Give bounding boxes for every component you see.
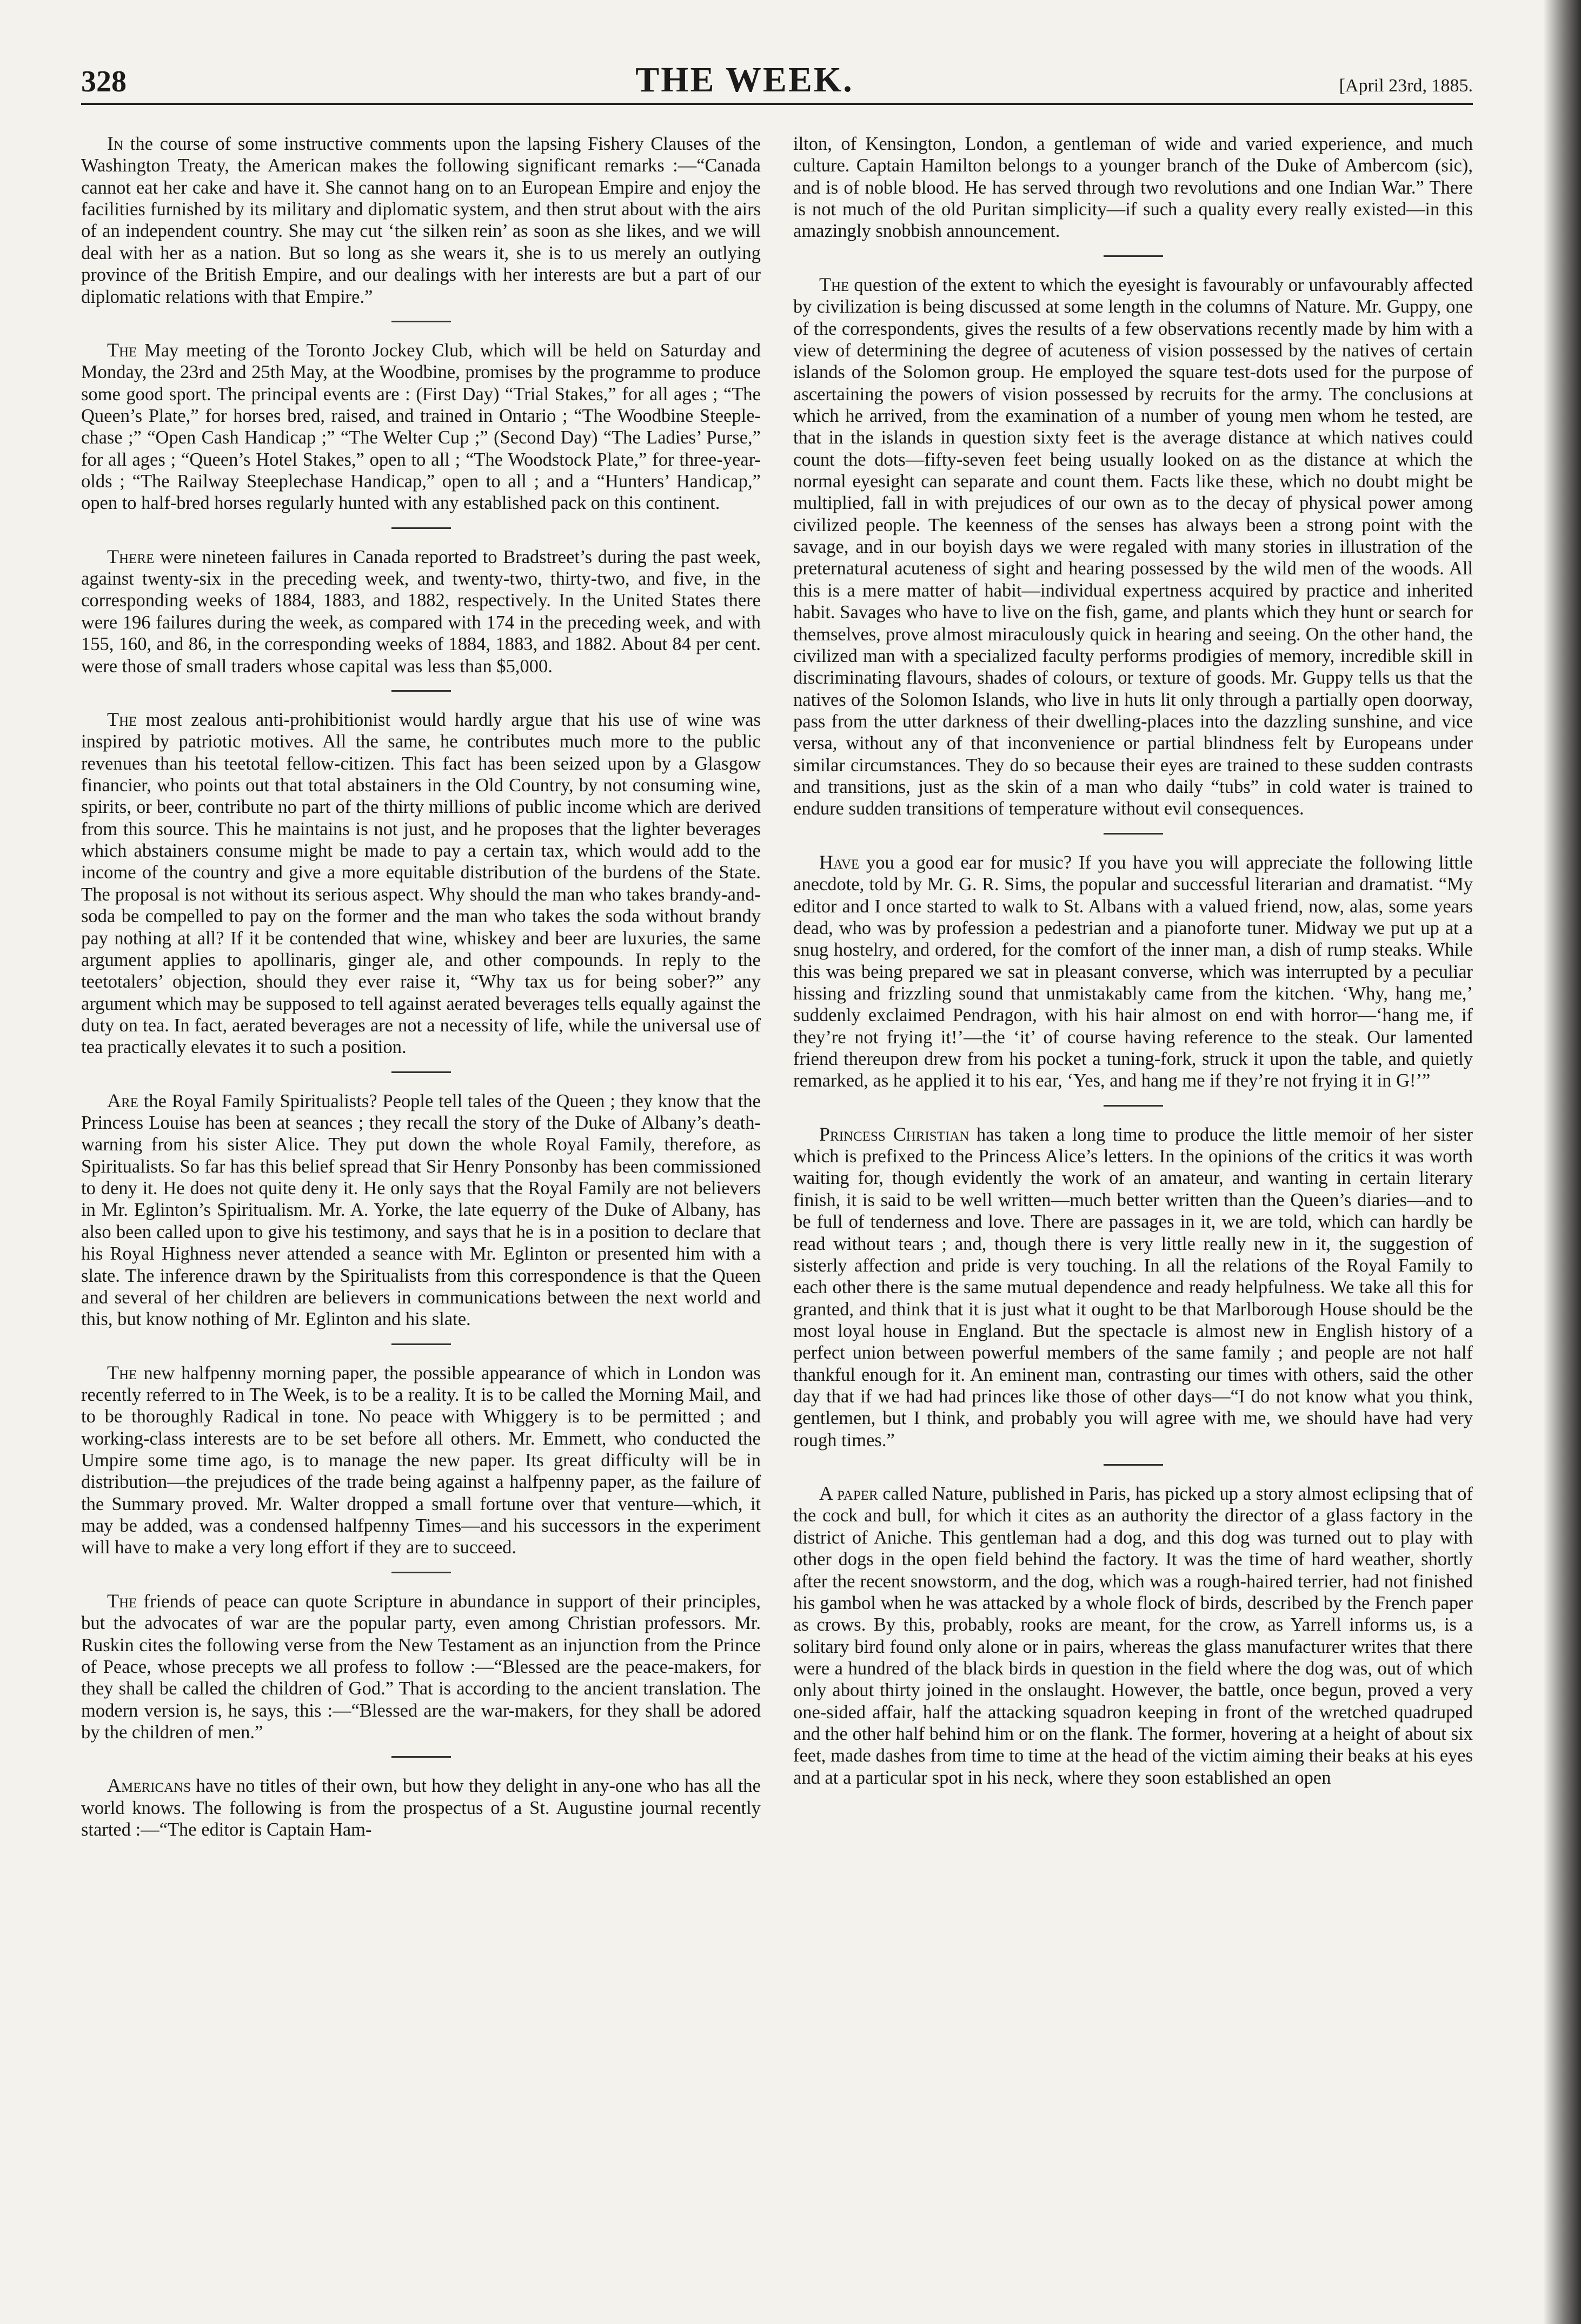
article-americans: Americans have no titles of their own, but how they delight in any-one who has all the world knows. The following is from the prospectus of a St. Augustine journal recently started :—“The editor is Captain Ham- [81,1775,761,1840]
section-divider [391,1572,451,1573]
issue-date: [April 23rd, 1885. [1339,76,1473,96]
section-divider [1104,1464,1163,1466]
section-divider [391,1071,451,1073]
article-prohibition: The most zealous anti-prohibitionist would hardly argue that his use of wine was inspired by patriotic motives. All the same, he contributes much more to the public revenues than his teetotal fellow-citizen. This fact has been seized upon by a Glasgow financier, who points out that total abstainers in the Old Country, by not consuming wine, spirits, or beer, contribute no part of the thirty millions of public income which are derived from this source. This he maintains is not just, and he proposes that the lighter beverages which abstainers consume might be made to pay a certain tax, which would add to the income of the country and give a more equitable distribution of the burdens of the State. The proposal is not without its serious aspect. Why should the man who takes brandy-and-soda be compelled to pay on the former and the man who takes the soda without brandy pay nothing at all? If it be contended that wine, whiskey and beer are luxuries, the same argument applies to apollinaris, ginger ale, and other compounds. In reply to the teetotalers’ objection, should they ever raise it, “Why tax us for being sober?” any argument which may be supposed to tell against aerated beverages tells equally against the duty on tea. In fact, aerated beverages are not a necessity of life, while the universal use of tea practically elevates it to such a position. [81,708,761,1058]
section-divider [391,690,451,692]
article-eyesight: The question of the extent to which the eyesight is favourably or unfavourably affected by civilization is being discussed at some length in the columns of Nature. Mr. Guppy, one of the correspondents, gives the results of a few observations recently made by him with a view of determining the degree of acuteness of vision possessed by the natives of certain islands of the Solomon group. He employed the square test-dots used for the purpose of ascertaining the powers of vision possessed by recruits for the army. The conclusions at which he arrived, from the examination of a number of young men whom he tested, are that in the islands in question sixty feet is the average distance at which natives could count the dots—fifty-seven feet being usually looked on as the distance at which the normal eyesight can separate and count them. Facts like these, which no doubt might be multiplied, fall in with prejudices of our own as to the decay of physical power among civilized people. The keenness of the senses has always been a strong point with the savage, and in our boyish days we were regaled with many stories in illustration of the preternatural acuteness of sight and hearing possessed by the wild men of the woods. All this is a mere matter of habit—individual expertness acquired by practice and inherited habit. Savages who have to live on the fish, game, and plants which they hunt or search for themselves, prove almost miraculously quick in hearing and seeing. On the other hand, the civilized man with a specialized faculty performs prodigies of memory, incredible skill in discriminating flavours, shades of colours, or texture of goods. Mr. Guppy tells us that the natives of the Solomon Islands, who live in huts lit only through a partially open doorway, pass from the utter darkness of their dwelling-places into the dazzling sunshine, and vice versa, without any of that inconvenience or partial blindness felt by Europeans under similar circumstances. They do so because their eyes are trained to these sudden contrasts and transitions, just as the skin of a man who daily “tubs” in cold water is trained to endure sudden transitions of temperature without evil consequences. [793,273,1473,819]
article-princess-christian: Princess Christian has taken a long time to produce the little memoir of her sister which is prefixed to the Princess Alice’s letters. In the opinions of the critics it was worth waiting for, though evidently the work of an amateur, and wanting in certain literary finish, it is said to be well written—much better written than the Queen’s diaries—and to be full of tenderness and love. There are passages in it, we are told, which can hardly be read without tears ; and, though there is very little really new in it, the suggestion of sisterly affection and pride is very touching. In all the relations of the Royal Family to each other there is the same mutual dependence and ready helpfulness. We take all this for granted, and think that it is just what it ought to be that Marlborough House should be the most loyal house in England. But the spectacle is almost new in English history of a perfect union between powerful members of the same family ; and people are not half thankful enough for it. An eminent man, contrasting our times with others, said the other day that if we had had princes like those of other days—“I do not know what you think, gentlemen, but I think, and probably you will agree with me, we should have had very rough times.” [793,1123,1473,1451]
article-failures: There were nineteen failures in Canada reported to Bradstreet’s during the past week, against twenty-six in the preceding week, and twenty-two, thirty-two, and five, in the corresponding weeks of 1884, 1883, and 1882, respectively. In the United States there were 196 failures during the week, as compared with 174 in the preceding week, and with 155, 160, and 86, in the corresponding weeks of 1884, 1883, and 1882. About 84 per cent. were those of small traders whose capital was less than $5,000. [81,545,761,677]
article-ear-for-music: Have you a good ear for music? If you have you will appreciate the following little anecdote, told by Mr. G. R. Sims, the popular and successful literarian and dramatist. “My editor and I once started to walk to St. Albans with a valued friend, now, alas, some years dead, who was by profession a pedestrian and a pianoforte tuner. Midway we put up at a snug hostelry, and ordered, for the comfort of the inner man, a dish of rump steaks. While this was being prepared we sat in pleasant converse, which was interrupted by a peculiar hissing and frizzling sound that unmistakably came from the kitchen. ‘Why, hang me,’ suddenly exclaimed Pendragon, with his hair almost on end with horror—‘hang me, if they’re not frying it!’—the ‘it’ of course having reference to the steak. Our lamented friend thereupon drew from his pocket a tuning-fork, struck it upon the table, and quietly remarked, as he applied it to his ear, ‘Yes, and hang me if they’re not frying it in G!’” [793,851,1473,1091]
section-divider [391,1756,451,1758]
article-columns [81,132,1473,2301]
section-divider [1104,255,1163,257]
article-americans-continued: ilton, of Kensington, London, a gentleman of wide and varied experience, and much culture. Captain Hamilton belongs to a younger branch of the Duke of Ambercom (sic), and is of noble blood. He has served through two revolutions and one Indian War.” There is not much of the old Puritan simplicity—if such a quality every really existed—in this amazingly snobbish announcement. [793,134,1473,242]
section-divider [1104,833,1163,835]
masthead [81,59,1473,105]
section-divider [391,1343,451,1345]
page-number: 328 [81,65,127,98]
column-right [793,132,1473,2301]
page-edge-shadow [1543,0,1581,2324]
article-spiritualists: Are the Royal Family Spiritualists? People tell tales of the Queen ; they know that the Princess Louise has been at seances ; they recall the story of the Duke of Albany’s death-warning from his sister Alice. They put down the whole Royal Family, therefore, as Spiritualists. So far has this belief spread that Sir Henry Ponsonby has been commissioned to deny it. He does not quite deny it. He only says that the Royal Family are not believers in Mr. Eglinton’s Spiritualism. Mr. A. Yorke, the late equerry of the Duke of Albany, has also been called upon to give his testimony, and says that he is in a position to declare that his Royal Highness never attended a seance with Mr. Eglinton or presented him with a slate. The inference drawn by the Spiritualists from this correspondence is that the Queen and several of her children are believers in communications between the next world and this, but know nothing of Mr. Eglinton and his slate. [81,1089,761,1330]
column-left [81,132,761,2301]
article-friends-of-peace: The friends of peace can quote Scripture in abundance in support of their principles, but the advocates of war are the popular party, even among Christian professors. Mr. Ruskin cites the following verse from the New Testament as an injunction from the Prince of Peace, whose precepts we all profess to follow :—“Blessed are the peace-makers, for they shall be called the children of God.” That is according to the ancient translation. The modern version is, he says, this :—“Blessed are the war-makers, for they shall be adored by the children of men.” [81,1590,761,1743]
paper-title: THE WEEK. [635,60,854,100]
section-divider [391,321,451,322]
section-divider [1104,1105,1163,1107]
article-fishery-clauses: In the course of some instructive comments upon the lapsing Fishery Clauses of the Washington Treaty, the American makes the following significant remarks :—“Canada cannot eat her cake and have it. She cannot hang on to an European Empire and enjoy the facilities furnished by its military and diplomatic system, and then strut about with the airs of an independent country. She may cut ‘the silken rein’ as soon as she likes, and we will deal with her as a nation. But so long as she wears it, she is to us merely an outlying province of the British Empire, and our dealings with her interests are but a part of our diplomatic relations with that Empire.” [81,133,761,307]
article-halfpenny-paper: The new halfpenny morning paper, the possible appearance of which in London was recently referred to in The Week, is to be a reality. It is to be called the Morning Mail, and to be thoroughly Radical in tone. No peace with Whiggery is to be permitted ; and working-class interests are to be set before all others. Mr. Emmett, who conducted the Umpire some time ago, is to manage the new paper. Its great difficulty will be in distribution—the prejudices of the trade being against a halfpenny paper, as the failure of the Summary proved. Mr. Walter dropped a small fortune over that venture—which, it may be added, was a condensed halfpenny Times—and his successors in the experiment will have to make a very long effort if they are to succeed. [81,1361,761,1558]
article-nature-paper: A paper called Nature, published in Paris, has picked up a story almost eclipsing that of the cock and bull, for which it cites as an authority the director of a glass factory in the district of Aniche. This gentleman had a dog, and this dog was turned out to play with other dogs in the open field behind the factory. It was the time of hard weather, shortly after the recent snowstorm, and the dog, which was a rough-haired terrier, had not finished his gambol when he was attacked by a whole flock of birds, described by the French paper as crows. By this, probably, rooks are meant, for the crow, as Yarrell informs us, is a solitary bird found only alone or in pairs, whereas the glass manufacturer writes that there were a hundred of the black birds in question in the field where the dog was, out of which only about thirty joined in the onslaught. However, the battle, once begun, proved a very one-sided affair, half the attacking squadron keeping in front of the wretched quadruped and the other half behind him or on the flank. The former, hovering at a height of about six feet, made dashes from time to time at the head of the victim aiming their beaks at his eyes and at a particular spot in his neck, where they soon established an open [793,1482,1473,1788]
section-divider [391,527,451,529]
article-jockey-club: The May meeting of the Toronto Jockey Club, which will be held on Saturday and Monday, the 23rd and 25th May, at the Woodbine, promises by the programme to produce some good sport. The principal events are : (First Day) “Trial Stakes,” for all ages ; “The Queen’s Plate,” for horses bred, raised, and trained in Ontario ; “The Woodbine Steeple-chase ;” “Open Cash Handicap ;” “The Welter Cup ;” (Second Day) “The Ladies’ Purse,” for all ages ; “Queen’s Hotel Stakes,” open to all ; “The Woodstock Plate,” for three-year-olds ; “The Railway Steeplechase Handicap,” open to all ; and a “Hunters’ Handicap,” open to half-bred horses regularly hunted with any established pack on this continent. [81,339,761,514]
